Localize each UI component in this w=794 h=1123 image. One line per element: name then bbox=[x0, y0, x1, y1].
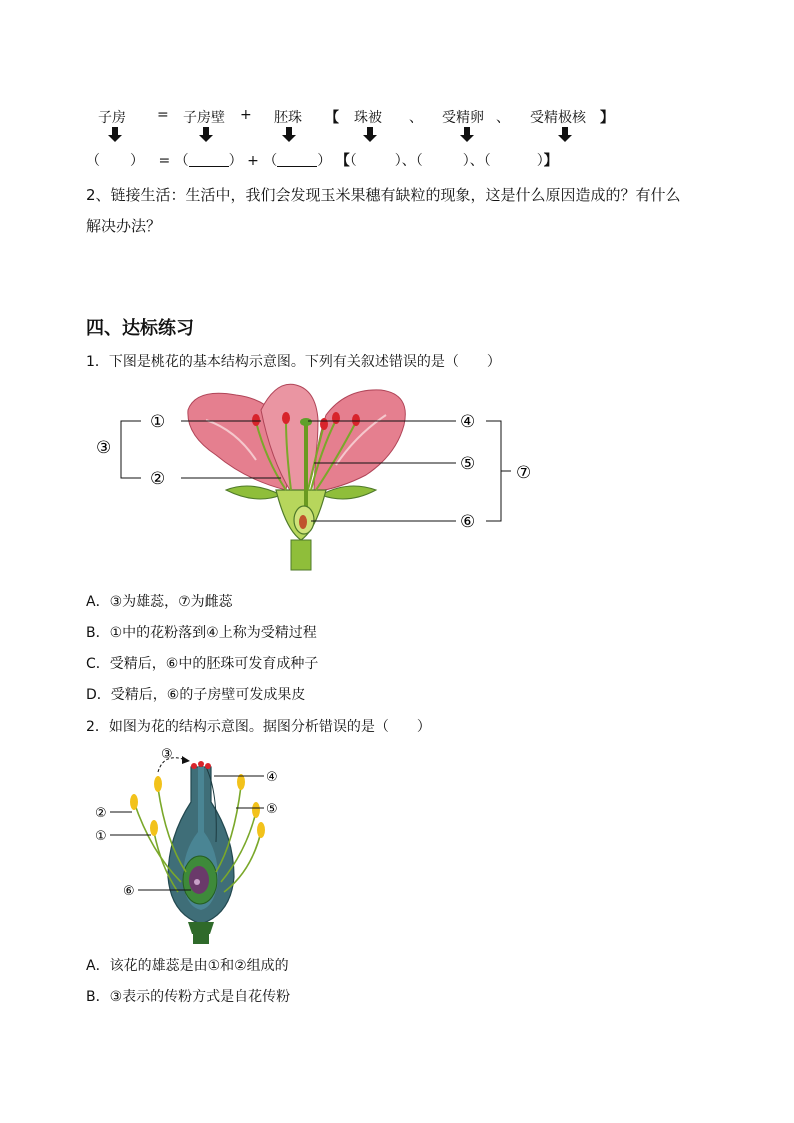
label-6: ⑥ bbox=[460, 512, 476, 532]
ovule bbox=[299, 515, 307, 529]
question2-option-a[interactable]: A．该花的雄蕊是由①和②组成的 bbox=[86, 958, 289, 974]
anther bbox=[130, 794, 138, 810]
anther bbox=[252, 802, 260, 818]
label-1: ① bbox=[95, 829, 107, 844]
anther bbox=[332, 412, 340, 424]
label-1: ① bbox=[150, 412, 166, 432]
formula-separator: 、 bbox=[496, 110, 510, 126]
flower-stalk bbox=[291, 540, 311, 570]
section-title: 四、达标练习 bbox=[86, 318, 194, 339]
formula-ovule: 胚珠 bbox=[274, 110, 302, 126]
label-5: ⑤ bbox=[460, 454, 476, 474]
anther bbox=[320, 418, 328, 430]
question2-option-b[interactable]: B．③表示的传粉方式是自花传粉 bbox=[86, 989, 291, 1005]
question2-stem: 2．如图为花的结构示意图。据图分析错误的是（ ） bbox=[86, 719, 431, 735]
question1-option-d[interactable]: D．受精后，⑥的子房壁可发成果皮 bbox=[86, 687, 306, 703]
label-5: ⑤ bbox=[266, 802, 278, 817]
formula-fertilized-egg: 受精卵 bbox=[442, 110, 484, 126]
label-3: ③ bbox=[96, 438, 112, 458]
flower-structure-diagram bbox=[86, 742, 306, 947]
anther bbox=[352, 414, 360, 426]
life-question-line1: 2、链接生活：生活中，我们会发现玉米果穗有缺粒的现象，这是什么原因造成的？有什么 bbox=[86, 186, 681, 204]
formula-ovary-wall: 子房壁 bbox=[183, 110, 225, 126]
anther bbox=[154, 776, 162, 792]
question1-option-a[interactable]: A．③为雄蕊，⑦为雌蕊 bbox=[86, 594, 233, 610]
formula-fertilized-polar-nuclei: 受精极核 bbox=[530, 110, 586, 126]
flower-stalk bbox=[193, 934, 209, 944]
bracket-stamen bbox=[121, 421, 141, 478]
label-4: ④ bbox=[460, 412, 476, 432]
answer-blank[interactable] bbox=[277, 154, 317, 167]
bracket-pistil bbox=[486, 421, 501, 521]
question1-option-b[interactable]: B．①中的花粉落到④上称为受精过程 bbox=[86, 625, 317, 641]
question1-stem: 1．下图是桃花的基本结构示意图。下列有关叙述错误的是（ ） bbox=[86, 354, 501, 370]
question1-option-c[interactable]: C．受精后，⑥中的胚珠可发育成种子 bbox=[86, 656, 319, 672]
label-7: ⑦ bbox=[516, 463, 532, 483]
label-3: ③ bbox=[161, 747, 173, 762]
sepal-left bbox=[226, 486, 281, 499]
answer-blank[interactable] bbox=[189, 154, 229, 167]
formula-equals: = bbox=[157, 107, 169, 123]
label-6: ⑥ bbox=[123, 884, 135, 899]
anther bbox=[252, 414, 260, 426]
stigma bbox=[300, 418, 312, 426]
formula-plus: + bbox=[240, 107, 252, 123]
anther bbox=[282, 412, 290, 424]
life-question-line2: 解决办法？ bbox=[86, 217, 162, 235]
formula-right-bracket: 】 bbox=[600, 110, 614, 126]
anther bbox=[150, 820, 158, 836]
formula-left-bracket: 【 bbox=[325, 110, 339, 126]
label-4: ④ bbox=[266, 770, 278, 785]
peach-flower-diagram bbox=[86, 380, 556, 575]
anther bbox=[257, 822, 265, 838]
formula-ovary: 子房 bbox=[98, 110, 126, 126]
formula-separator: 、 bbox=[409, 110, 423, 126]
formula-blank-row: （ ） = （ ） + （ ） 【（ ）、（ ）、（ ）】 bbox=[86, 153, 558, 169]
label-2: ② bbox=[95, 806, 107, 821]
formula-integument: 珠被 bbox=[354, 110, 382, 126]
label-2: ② bbox=[150, 469, 166, 489]
